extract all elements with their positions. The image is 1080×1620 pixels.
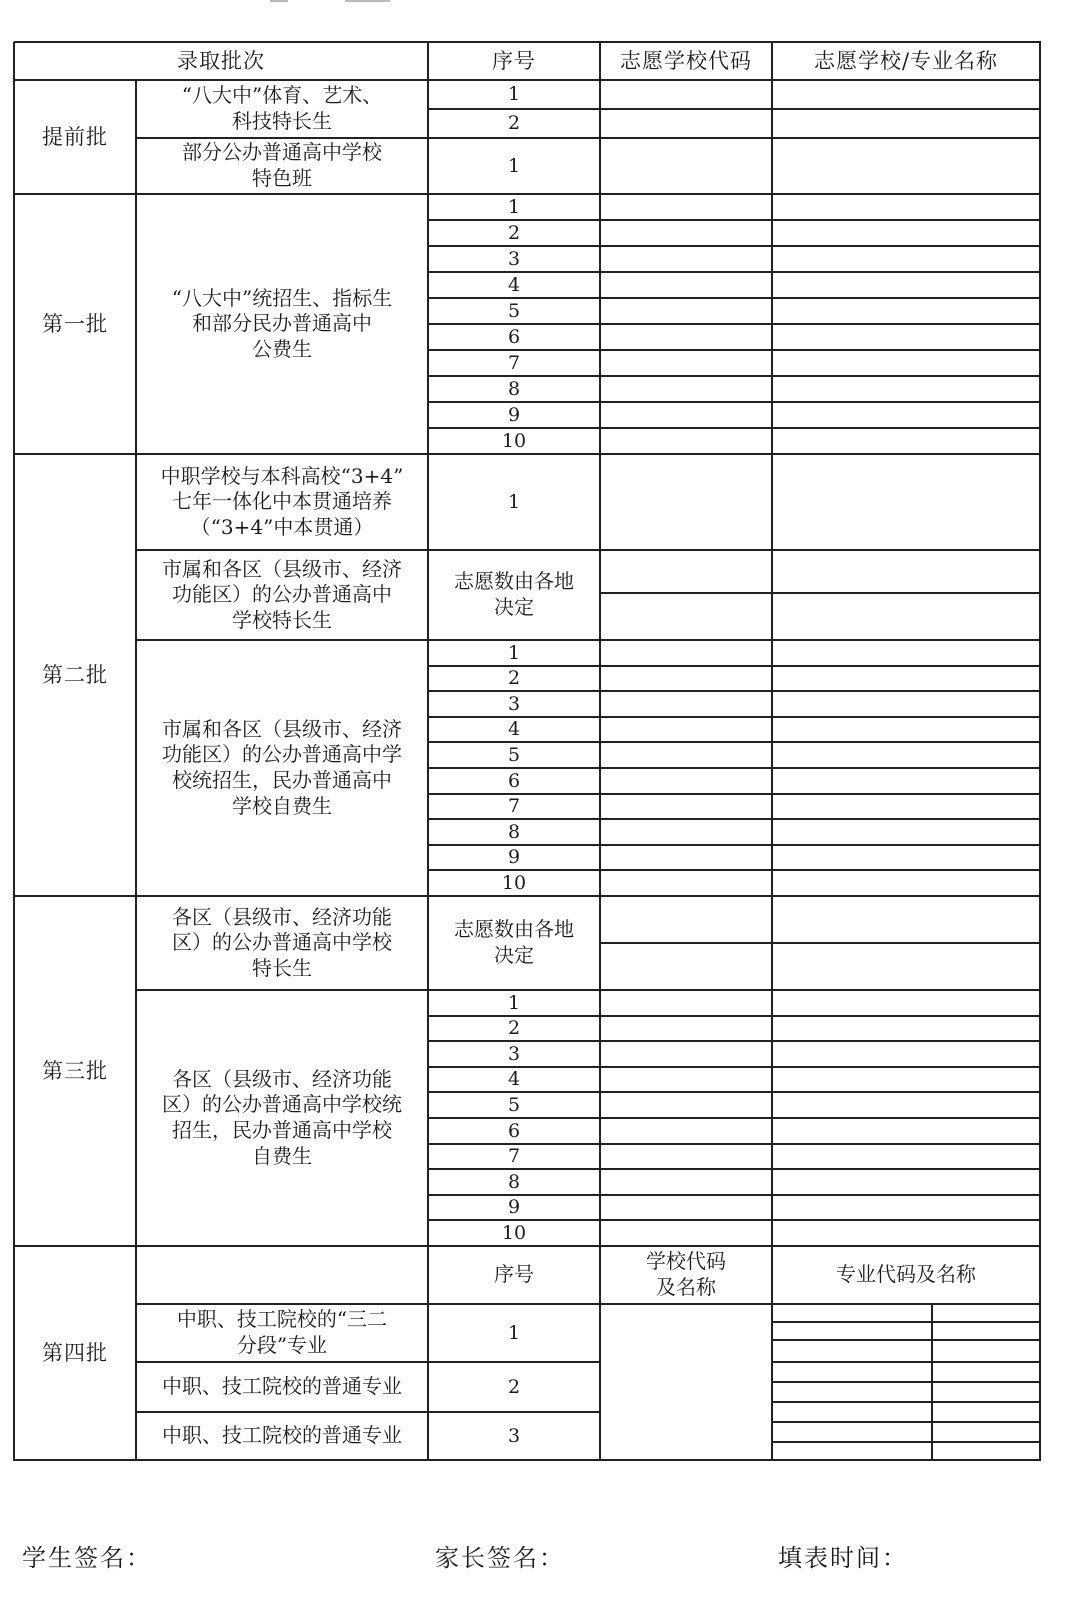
- table-rule: [135, 80, 137, 1461]
- batch-third-label: 第三批: [42, 1058, 108, 1083]
- batch-fourth-category: 中职、技工院校的普通专业: [162, 1423, 402, 1448]
- table-rule: [772, 1381, 1041, 1383]
- row-number: 7: [507, 795, 521, 818]
- row-number: 3: [507, 1424, 521, 1447]
- header-batch: 录取批次: [177, 48, 265, 73]
- batch-early-category: “八大中”体育、艺术、 科技特长生: [181, 83, 383, 133]
- table-rule: [428, 741, 1041, 743]
- table-rule: [428, 767, 1041, 769]
- table-rule: [772, 1361, 1041, 1363]
- row-number: 5: [507, 1093, 521, 1116]
- table-rule: [428, 1091, 1041, 1093]
- batch-fourth-category: 中职、技工院校的普通专业: [162, 1374, 402, 1399]
- table-rule: [428, 1040, 1041, 1042]
- table-rule: [428, 869, 1041, 871]
- row-number: 4: [507, 1068, 521, 1091]
- table-rule: [772, 1421, 1041, 1423]
- batch-early-category: 部分公办普通高中学校 特色班: [182, 140, 382, 190]
- batch-early-label: 提前批: [42, 124, 108, 149]
- table-rule: [428, 297, 1041, 299]
- batch-second-category: 市属和各区（县级市、经济 功能区）的公办普通高中学 校统招生，民办普通高中 学校自费生: [162, 716, 402, 818]
- row-number: 10: [501, 871, 527, 894]
- row-number: 1: [507, 641, 521, 664]
- table-rule: [772, 1321, 1041, 1323]
- batch-third-category: 各区（县级市、经济功能 区）的公办普通高中学校 特长生: [172, 904, 392, 980]
- table-rule: [14, 41, 1041, 43]
- table-rule: [428, 818, 1041, 820]
- top-mark: [270, 0, 288, 2]
- row-number: 9: [507, 1196, 521, 1219]
- row-number: 9: [507, 846, 521, 869]
- table-rule: [428, 1219, 1041, 1221]
- row-number: 3: [507, 692, 521, 715]
- row-number: 2: [507, 1017, 521, 1040]
- table-rule: [428, 349, 1041, 351]
- batch-fourth-label: 第四批: [42, 1340, 108, 1365]
- batch-second-category: 市属和各区（县级市、经济 功能区）的公办普通高中 学校特长生: [162, 556, 402, 632]
- row-number: 6: [507, 325, 521, 348]
- row-number: 1: [507, 195, 521, 218]
- table-rule: [428, 1117, 1041, 1119]
- row-number: 3: [507, 1042, 521, 1065]
- row-number: 7: [507, 351, 521, 374]
- row-number: 2: [507, 221, 521, 244]
- row-number: 1: [507, 83, 521, 106]
- table-rule: [136, 1411, 601, 1413]
- table-rule: [772, 1339, 1041, 1341]
- table-rule: [428, 690, 1041, 692]
- fill-date-label: 填表时间：: [778, 1544, 908, 1572]
- header-school-code: 志愿学校代码: [620, 48, 752, 73]
- table-rule: [428, 1194, 1041, 1196]
- table-rule: [428, 375, 1041, 377]
- table-rule: [428, 323, 1041, 325]
- fourth-header-seq: 序号: [494, 1262, 534, 1287]
- row-number: 1: [507, 154, 521, 177]
- table-rule: [428, 716, 1041, 718]
- row-number: 1: [507, 1321, 521, 1344]
- table-rule: [428, 793, 1041, 795]
- header-seq: 序号: [492, 48, 536, 73]
- row-number: 10: [501, 1221, 527, 1244]
- row-number: 3: [507, 247, 521, 270]
- row-number: 8: [507, 1170, 521, 1193]
- row-number: 2: [507, 112, 521, 135]
- table-rule: [600, 942, 1041, 944]
- row-number: 9: [507, 403, 521, 426]
- row-number: 8: [507, 377, 521, 400]
- table-rule: [428, 844, 1041, 846]
- batch-second-category: 中职学校与本科高校“3+4” 七年一体化中本贯通培养 （“3+4”中本贯通）: [160, 463, 404, 539]
- table-rule: [428, 108, 1041, 110]
- batch-first-label: 第一批: [42, 311, 108, 336]
- row-number: 2: [507, 667, 521, 690]
- row-number: 1: [507, 490, 521, 513]
- row-number: 6: [507, 769, 521, 792]
- top-mark: [345, 0, 390, 2]
- table-rule: [772, 1401, 1041, 1403]
- batch-second-label: 第二批: [42, 662, 108, 687]
- table-rule: [428, 271, 1041, 273]
- row-number: 4: [507, 273, 521, 296]
- table-rule: [772, 1441, 1041, 1443]
- row-number: 8: [507, 820, 521, 843]
- batch-third-category: 各区（县级市、经济功能 区）的公办普通高中学校统 招生，民办普通高中学校 自费生: [162, 1066, 402, 1168]
- table-rule: [771, 42, 773, 1461]
- table-rule: [14, 1459, 1041, 1461]
- table-rule: [136, 1361, 601, 1363]
- row-number: 5: [507, 743, 521, 766]
- table-rule: [428, 1066, 1041, 1068]
- parent-signature-label: 家长签名：: [435, 1544, 565, 1572]
- table-rule: [428, 245, 1041, 247]
- table-rule: [428, 665, 1041, 667]
- fourth-header-school-code: 学校代码 及名称: [646, 1249, 726, 1299]
- row-number: 2: [507, 1375, 521, 1398]
- table-rule: [1039, 42, 1041, 1461]
- row-number: 5: [507, 299, 521, 322]
- volunteer-count-note: 志愿数由各地 决定: [454, 569, 574, 619]
- table-rule: [136, 1303, 1041, 1305]
- row-number: 7: [507, 1145, 521, 1168]
- table-rule: [428, 219, 1041, 221]
- table-rule: [600, 592, 1041, 594]
- table-rule: [13, 42, 15, 1461]
- row-number: 1: [507, 991, 521, 1014]
- table-rule: [428, 401, 1041, 403]
- table-rule: [428, 1143, 1041, 1145]
- table-rule: [428, 1168, 1041, 1170]
- batch-fourth-category: 中职、技工院校的“三二 分段”专业: [176, 1307, 388, 1357]
- row-number: 10: [501, 429, 527, 452]
- volunteer-count-note: 志愿数由各地 决定: [454, 917, 574, 967]
- table-rule: [428, 1015, 1041, 1017]
- row-number: 4: [507, 718, 521, 741]
- student-signature-label: 学生签名：: [22, 1544, 152, 1572]
- table-rule: [428, 427, 1041, 429]
- fourth-header-major: 专业代码及名称: [836, 1262, 976, 1287]
- row-number: 6: [507, 1119, 521, 1142]
- batch-first-category: “八大中”统招生、指标生 和部分民办普通高中 公费生: [171, 285, 393, 361]
- header-school-name: 志愿学校/专业名称: [813, 48, 999, 73]
